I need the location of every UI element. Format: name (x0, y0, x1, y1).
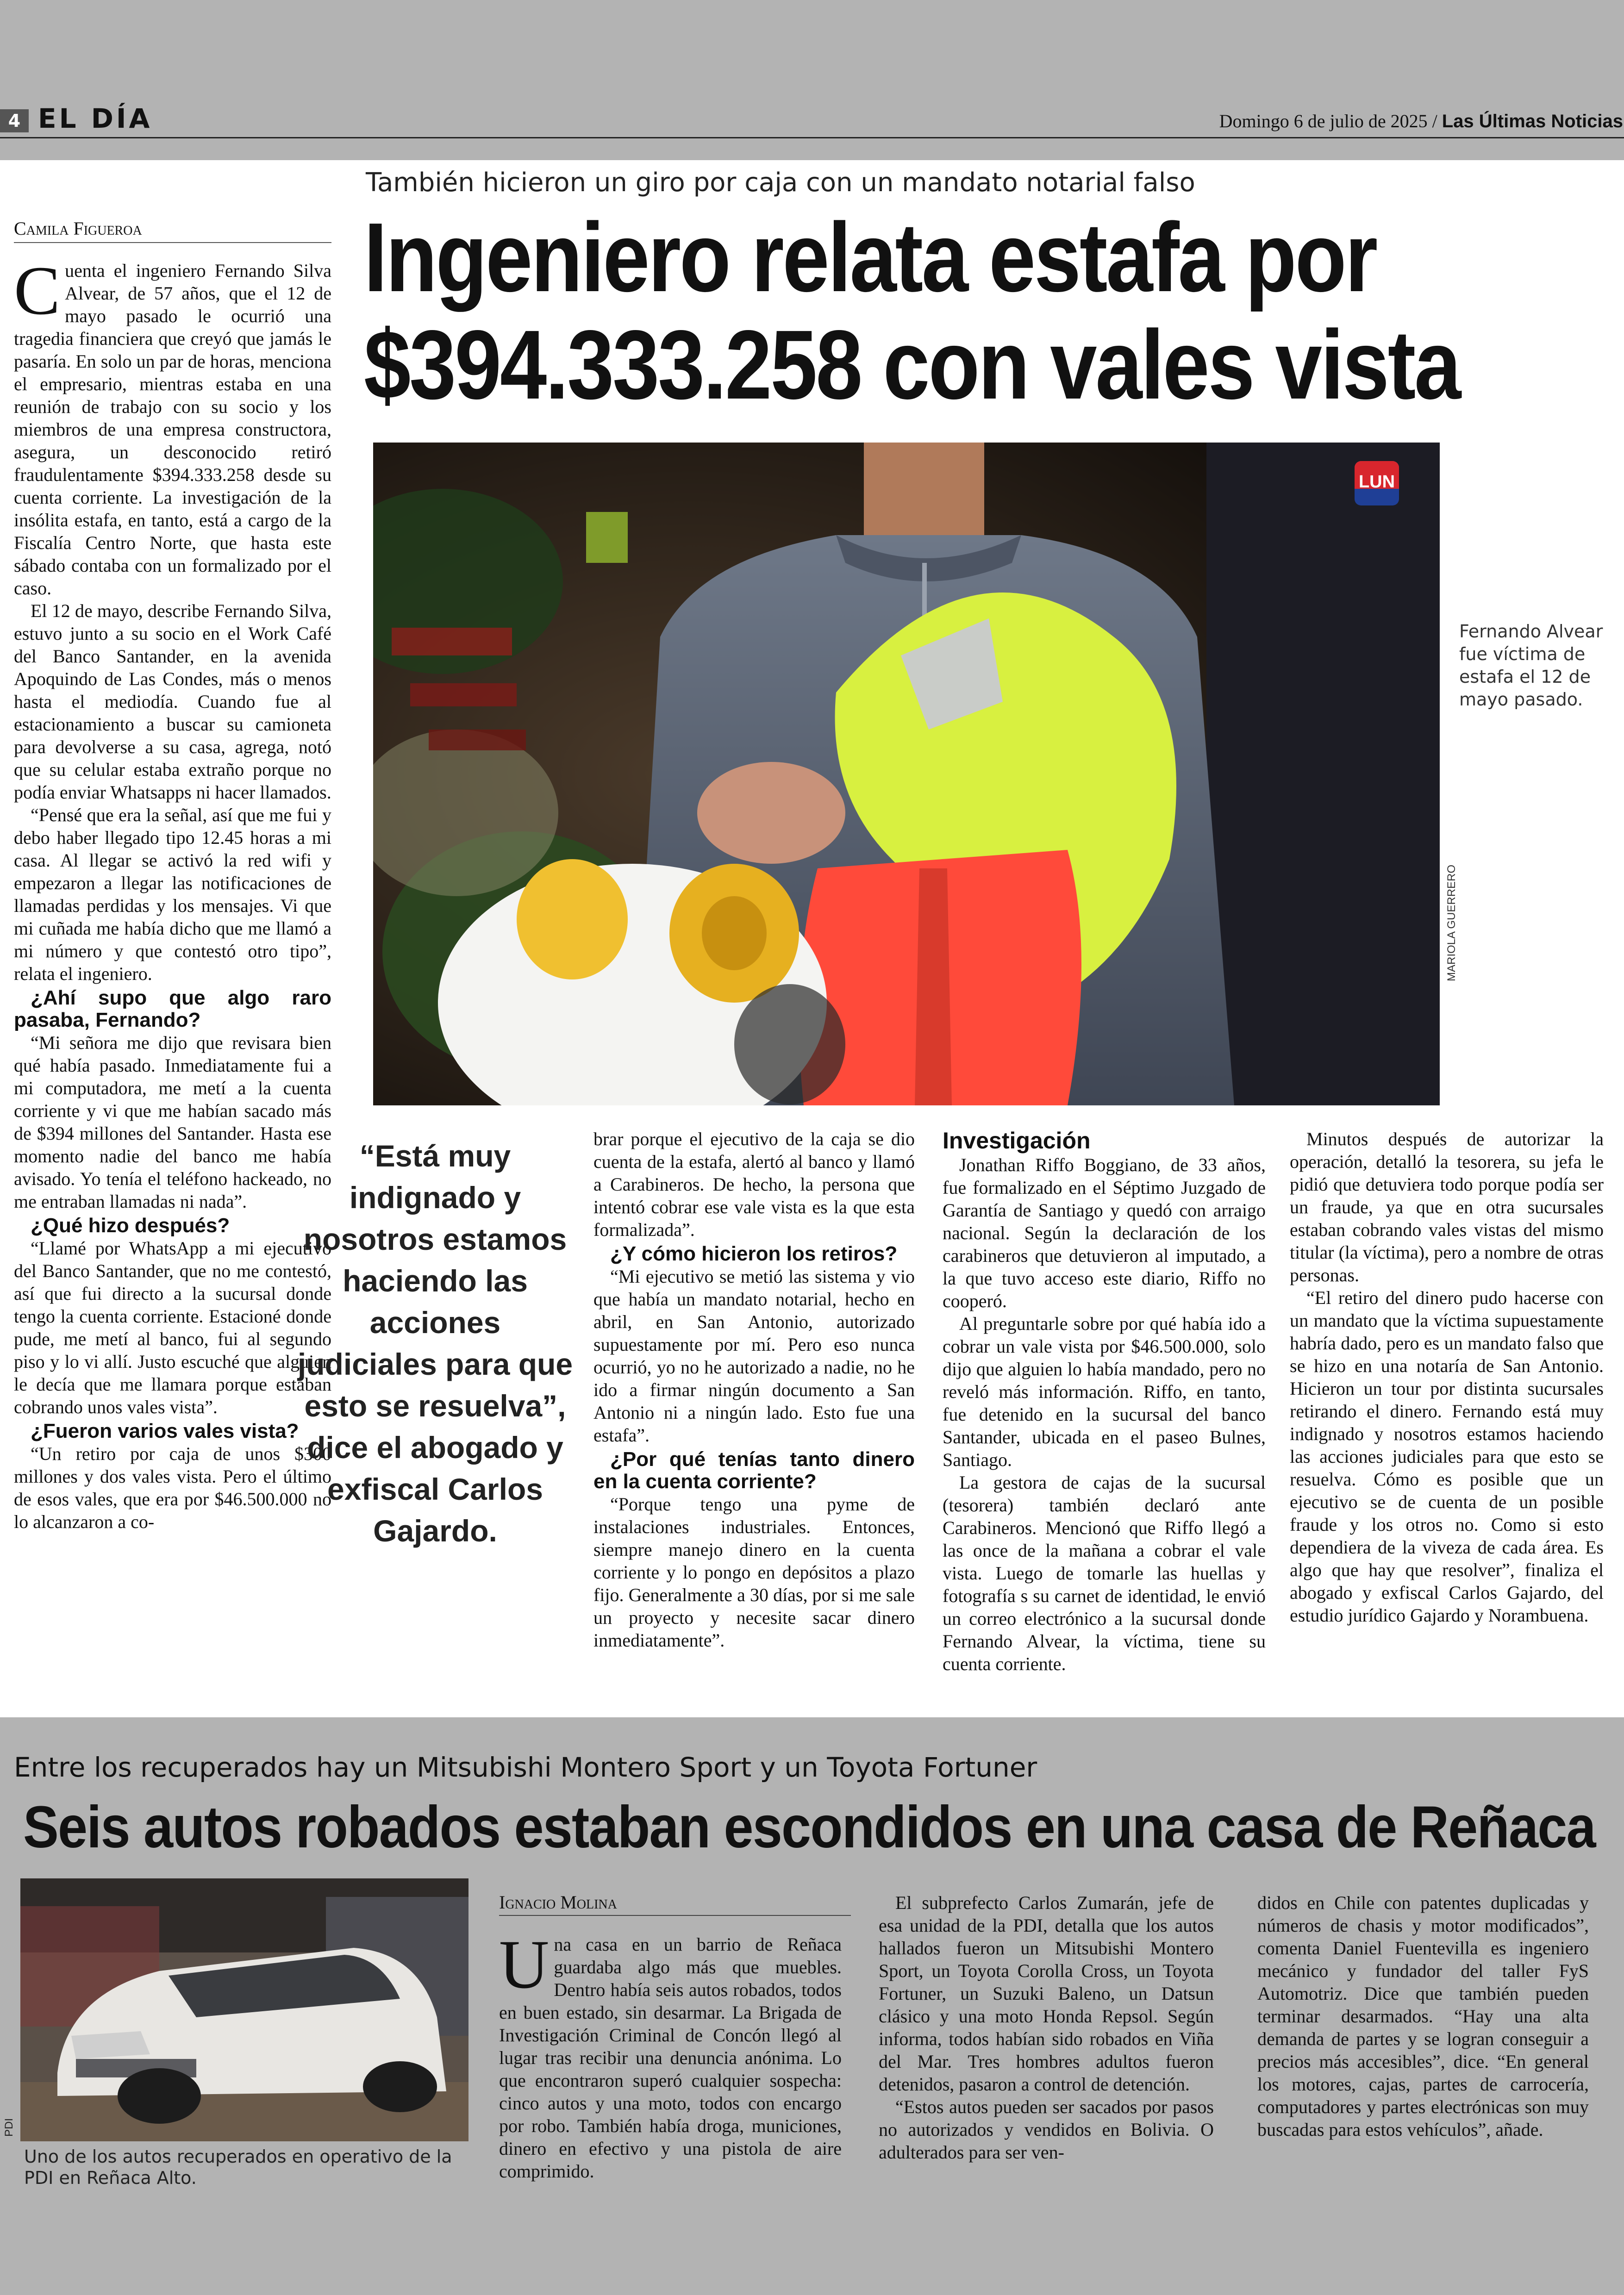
interview-question: ¿Ahí supo que algo raro pasaba, Fernando? (14, 986, 331, 1031)
second-article-kicker: Entre los recuperados hay un Mitsubishi Montero Sport y un Toyota Fortuner (14, 1752, 1037, 1783)
page-number: 4 (0, 109, 29, 132)
article-column-2 (593, 1128, 915, 1652)
date-line (1219, 110, 1623, 132)
paragraph: “Pensé que era la señal, así que me fui y debo haber llegado tipo 12.45 horas a mi casa. Al llegar se activó la red wifi y empezaron a llegar las notificaciones de llamadas perdidas y los mensajes. Vi que mi cuñada me había dicho que me llamó a mi número y que contestó otro tipo”, relata el ingeniero. (14, 804, 331, 984)
paragraph: “Llamé por WhatsApp a mi ejecutivo del Banco Santander, que no me contestó, así que fui directo a la sucursal donde tengo la cuenta corriente. Estacioné donde pude, me metí al banco, fui al segundo piso y lo vi allí. Justo escuché que alguien le decía que me llamara porque estaban cobrando unos vales vista”. (14, 1238, 331, 1417)
drop-cap: U (499, 1926, 550, 2003)
second-article-column-1 (499, 1926, 842, 2183)
paragraph: La gestora de cajas de la sucursal (tesorera) también declaró ante Carabineros. Mencionó que Riffo llegó a las once de la mañana a cobrar el vale vista. Luego de tomarle las huellas y fotografía s su carnet de identidad, le envió un correo electrónico a la sucursal donde Fernando Alvear, la víctima, tiene su cuenta corriente. (943, 1472, 1266, 1674)
car-photo-illustration (20, 1878, 468, 2141)
photo-caption: Fernando Alvear fue víctima de estafa el 12 de mayo pasado. (1459, 621, 1603, 710)
paragraph: Minutos después de autorizar la operación, detalló la tesorera, su jefa le pidió que detuviera todo porque podía ser un fraude, ya que en otra sucursales estaban cobrando vales vistas del mismo titular (la víctima), pero a nombre de otras personas. (1290, 1129, 1604, 1285)
second-article-headline: Seis autos robados estaban escondidos en una casa de Reñaca (23, 1794, 1595, 1860)
paragraph: “Mi señora me dijo que revisara bien qué había pasado. Inmediatamente fui a mi computadora, me metí a la cuenta corriente y vi que me habían sacado más de $394 millones del Santander. Hasta ese momento nadie del banco me había avisado. Yo tenía el teléfono hackeado, no me entraban llamadas ni nada”. (14, 1032, 331, 1212)
paragraph: “Mi ejecutivo se metió las sistema y vio que había un mandato notarial, hecho en abril, en San Antonio, autorizado supuestamente por mí. Pero eso nunca ocurrió, yo no he autorizado a nadie, no he ido a firmar ningún documento a San Antonio ni a ningún lado. Esto fue una estafa”. (593, 1266, 915, 1446)
masthead-rule (0, 137, 1624, 138)
engineer-photo-illustration (373, 443, 1440, 1105)
article-byline: Camila Figueroa (14, 218, 331, 243)
article-kicker: También hicieron un giro por caja con un mandato notarial falso (366, 168, 1195, 198)
separator: / (1432, 111, 1437, 131)
paragraph: Una casa en un barrio de Reñaca guardaba algo más que muebles. Dentro había seis autos robados, todos en buen estado, sin desarmar. La Brigada de Investigación Criminal de Concón llegó al lugar tras recibir una denuncia anónima. Lo que encontraron superó cualquier sospecha: cinco autos y una moto, todos con encargo por robo. También había droga, municiones, dinero en efectivo y una pistola de aire comprimido. (499, 1926, 842, 2182)
paragraph: brar porque el ejecutivo de la caja se dio cuenta de la estafa, alertó al banco y llamó a Carabineros. De hecho, la persona que intentó cobrar ese vale vista es la que esta formalizada”. (593, 1129, 915, 1240)
headline-line-1: Ingeniero relata estafa por (364, 202, 1376, 312)
section-title: EL DÍA (38, 103, 153, 134)
paragraph: Cuenta el ingeniero Fernando Silva Alvear, de 57 años, que el 12 de mayo pasado le ocurrió una tragedia financiera que creyó que jamás le pasaría. En solo un par de horas, menciona el empresario, mientras estaba en una reunión de trabajo con su socio y los miembros de una empresa constructora, asegura, un desconocido retiró fraudulentamente $394.333.258 desde su cuenta corriente. La investigación de la insólita estafa, en tanto, está a cargo de la Fiscalía Centro Norte, que hasta este sábado contaba con un formalizado por el caso. (14, 252, 331, 599)
paragraph: “Porque tengo una pyme de instalaciones industriales. Entonces, siempre manejo dinero en la cuenta corriente y lo pongo en depósitos a plazo fijo. Generalmente a 30 días, por si me sale un proyecto y necesite sacar dinero inmediatamente”. (593, 1494, 915, 1651)
paragraph: Al preguntarle sobre por qué había ido a cobrar un vale vista por $46.500.000, solo dijo que alguien lo había mandado, pero no reveló más información. Riffo, en tanto, fue detenido en la sucursal del banco Santander, ubicada en el paseo Bulnes, Santiago. (943, 1313, 1266, 1470)
interview-question: ¿Qué hizo después? (31, 1214, 230, 1237)
second-article-byline: Ignacio Molina (499, 1891, 851, 1916)
paragraph: didos en Chile con patentes duplicadas y números de chasis y motor modificados”, comenta Daniel Fuentevilla es ingeniero mecánico y fundador del taller FyS Automotriz. Dice que también pueden terminar desarmados. “Hay una alta demanda de partes y se logran conseguir a precios más accesibles”, dice. “En general los motores, cajas, partes de carrocería, computadores y partes electrónicas son muy buscadas para estos vehículos”, añade. (1257, 1892, 1589, 2140)
publication-name: Las Últimas Noticias (1442, 111, 1623, 131)
article-column-4 (1290, 1128, 1604, 1627)
second-article-column-2 (879, 1891, 1214, 2164)
article-headline (364, 202, 1460, 419)
paragraph: “Estos autos pueden ser sacados por pasos no autorizados y vendidos en Bolivia. O adulterados para ser ven- (879, 2096, 1214, 2163)
car-photo-caption: Uno de los autos recuperados en operativo de la PDI en Reñaca Alto. (24, 2146, 452, 2188)
photo-credit: MARIOLA GUERRERO (1445, 864, 1458, 981)
interview-question: ¿Y cómo hicieron los retiros? (610, 1242, 898, 1265)
issue-date: Domingo 6 de julio de 2025 (1219, 111, 1428, 131)
headline-line-2: $394.333.258 con vales vista (364, 310, 1460, 419)
photo-credit: PDI (3, 2118, 15, 2137)
paragraph: El subprefecto Carlos Zumarán, jefe de esa unidad de la PDI, detalla que los autos hallados fueron un Mitsubishi Montero Sport, un Toyota Corolla Cross, un Toyota Fortuner, un Suzuki Baleno, un Datsun clásico y una moto Honda Repsol. Según informa, todos habían sido robados en Viña del Mar. Tres hombres adultos fueron detenidos, pasaron a control de detención. (879, 1892, 1214, 2095)
paragraph: El 12 de mayo, describe Fernando Silva, estuvo junto a su socio en el Work Café del Banco Santander, en la avenida Apoquindo de Las Condes, más o menos hasta el mediodía. Cuando fue al estacionamiento a buscar su camioneta para devolverse a su casa, agrega, notó que su celular estaba extraño porque no podía enviar Whatsapps ni hacer llamados. (14, 600, 331, 803)
paragraph: “El retiro del dinero pudo hacerse con un mandato que la víctima supuestamente habría dado, pero es un mandato falso que se hizo en una notaría de San Antonio. Hicieron un tour por distinta sucursales retirando el dinero. Fernando está muy indignado y nosotros estamos haciendo las acciones judiciales para que esto se resuelva. Cómo es posible que un ejecutivo se de cuenta de un posible fraude y los otros no. Como si esto dependiera de la viveza de cada área. Es algo que hay que resolver”, finaliza el abogado y exfiscal Carlos Gajardo, del estudio jurídico Gajardo y Norambuena. (1290, 1287, 1604, 1626)
interview-question: ¿Fueron varios vales vista? (31, 1420, 299, 1442)
article-column-1 (14, 252, 331, 1533)
interview-question: ¿Por qué tenías tanto dinero en la cuenta corriente? (593, 1448, 915, 1493)
article-column-3 (943, 1128, 1266, 1675)
second-article-column-3 (1257, 1891, 1589, 2141)
paragraph: Jonathan Riffo Boggiano, de 33 años, fue formalizado en el Séptimo Juzgado de Garantía de Santiago y quedó con arraigo nacional. Según la declaración de los carabineros que detuvieron al imputado, a la que tuvo acceso este diario, Riffo no cooperó. (943, 1154, 1266, 1311)
car-photo (20, 1878, 468, 2141)
drop-cap: C (14, 252, 61, 329)
paragraph: “Un retiro por caja de unos $300 millones y dos vales vista. Pero el último de esos vales, que era por $46.500.000 no lo alcanzaron a co- (14, 1443, 331, 1532)
pull-quote: “Está muy indignado y nosotros estamos haciendo las acciones judiciales para que esto se resuelva”, dice el abogado y exfiscal Carlos Gajardo. (297, 1139, 573, 1548)
section-subhead: Investigación (943, 1128, 1091, 1154)
lun-logo: LUN (1355, 461, 1399, 505)
main-photo (373, 443, 1440, 1105)
